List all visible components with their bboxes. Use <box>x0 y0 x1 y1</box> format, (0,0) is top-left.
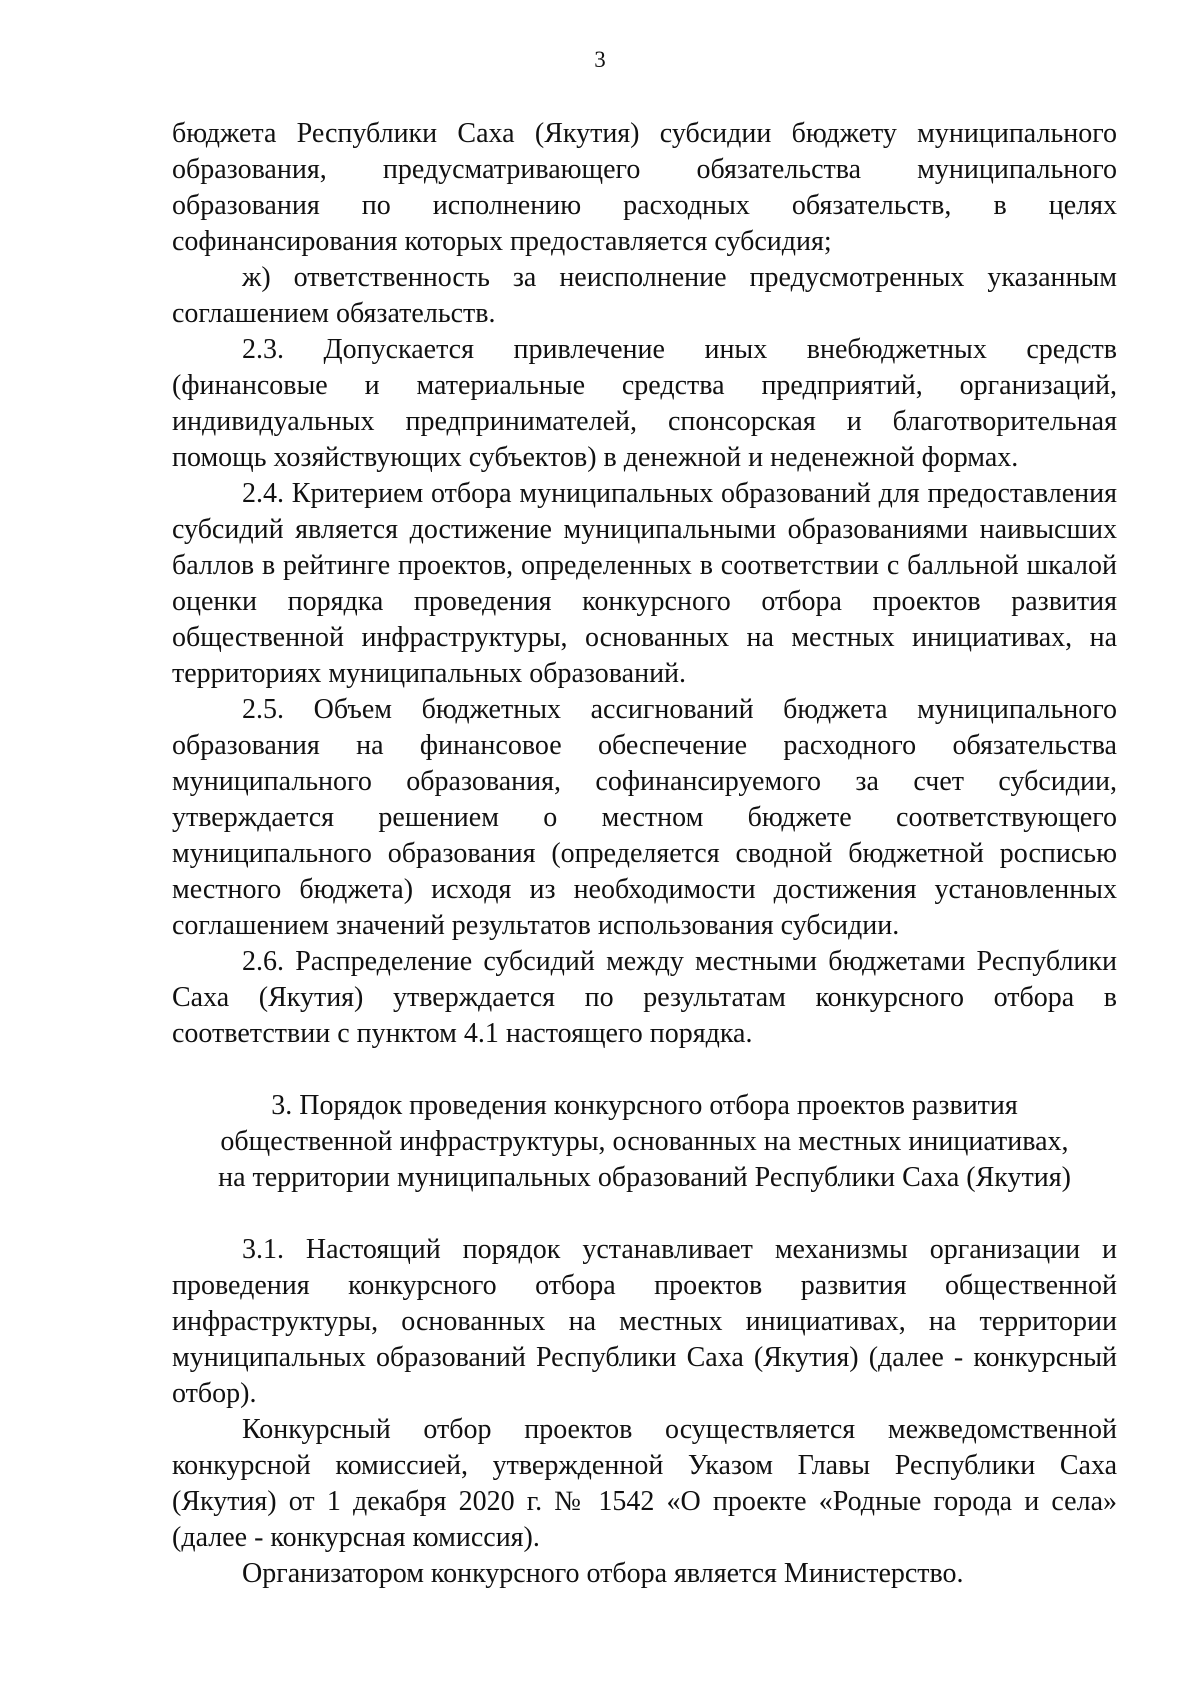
paragraph-group-bottom <box>172 1232 1117 1592</box>
document-body <box>172 116 1117 1592</box>
section-heading <box>172 1088 1117 1196</box>
section-heading-line: на территории муниципальных образований Республики Саха (Якутия) <box>218 1162 1071 1193</box>
paragraph: Организатором конкурсного отбора является Министерство. <box>242 1558 964 1589</box>
paragraph: 2.5. Объем бюджетных ассигнований бюджета муниципального образования на финансовое обеспечение расходного обязательства муниципального образования, софинансируемого за счет субсидии, утверждается решением о местном бюджете соответствующего муниципального образования (определяется сводной бюджетной росписью местного бюджета) исходя из необходимости достижения установленных соглашением значений результатов использования субсидии. <box>172 694 1117 941</box>
section-heading-line: 3. Порядок проведения конкурсного отбора проектов развития <box>271 1090 1018 1121</box>
page-number: 3 <box>594 47 606 72</box>
paragraph: 3.1. Настоящий порядок устанавливает механизмы организации и проведения конкурсного отбора проектов развития общественной инфраструктуры, основанных на местных инициативах, на территории муниципальных образований Республики Саха (Якутия) (далее - конкурсный отбор). <box>172 1234 1117 1409</box>
paragraph: ж) ответственность за неисполнение предусмотренных указанным соглашением обязательств. <box>172 262 1117 329</box>
paragraph: 2.4. Критерием отбора муниципальных образований для предоставления субсидий является достижение муниципальными образованиями наивысших баллов в рейтинге проектов, определенных в соответствии с балльной шкалой оценки порядка проведения конкурсного отбора проектов развития общественной инфраструктуры, основанных на местных инициативах, на территориях муниципальных образований. <box>172 478 1117 689</box>
paragraph: Конкурсный отбор проектов осуществляется межведомственной конкурсной комиссией, утвержденной Указом Главы Республики Саха (Якутия) от 1 декабря 2020 г. № 1542 «О проекте «Родные города и села» (далее - конкурсная комиссия). <box>172 1414 1117 1553</box>
paragraph-group-top <box>172 116 1117 1052</box>
paragraph: бюджета Республики Саха (Якутия) субсидии бюджету муниципального образования, предусматривающего обязательства муниципального образования по исполнению расходных обязательств, в целях софинансирования которых предоставляется субсидия; <box>172 118 1117 257</box>
paragraph: 2.6. Распределение субсидий между местными бюджетами Республики Саха (Якутия) утверждается по результатам конкурсного отбора в соответствии с пунктом 4.1 настоящего порядка. <box>172 946 1117 1049</box>
section-heading-line: общественной инфраструктуры, основанных на местных инициативах, <box>220 1126 1069 1157</box>
paragraph: 2.3. Допускается привлечение иных внебюджетных средств (финансовые и материальные средства предприятий, организаций, индивидуальных предпринимателей, спонсорская и благотворительная помощь хозяйствующих субъектов) в денежной и неденежной формах. <box>172 334 1117 473</box>
